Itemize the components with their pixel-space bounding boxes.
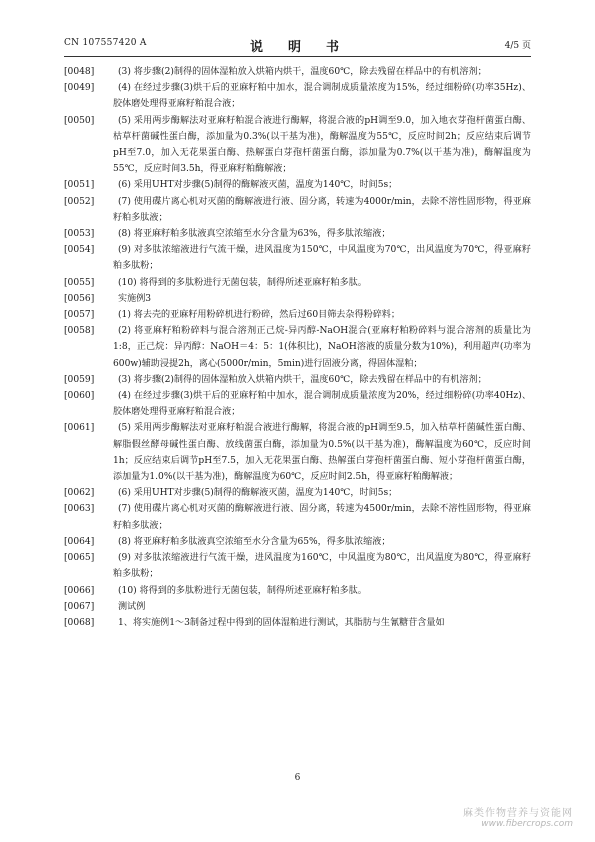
watermark-url: www.fibercrops.com: [481, 819, 573, 829]
page-count: 4/5 页: [504, 41, 531, 51]
paragraph-text: 实施例3: [118, 293, 152, 304]
paragraph-number: [0054]: [64, 245, 95, 256]
paragraph: [64, 599, 531, 615]
paragraph-text: (8) 将亚麻籽粕多肽液真空浓缩至水分含量为65%，得多肽浓缩液；: [118, 536, 391, 547]
paragraph: [64, 485, 531, 501]
paragraph-text: (7) 使用碟片离心机对灭菌的酶解液进行液、固分离，转速为4500r/min，去除不溶性固形物，得亚麻籽粕多肽液；: [113, 504, 531, 531]
paragraph-number: [0064]: [64, 536, 95, 547]
paragraph-number: [0056]: [64, 293, 95, 304]
page-number: 6: [294, 773, 301, 783]
paragraph: [64, 372, 531, 388]
paragraph: [64, 113, 531, 178]
paragraph: [64, 534, 531, 550]
paragraph: [64, 307, 531, 323]
paragraph-text: 1、将实施例1～3制备过程中得到的固体湿粕进行测试，其脂肪与生氰糖苷含量如: [118, 617, 445, 628]
paragraph-text: (3) 将步骤(2)制得的固体湿粕放入烘箱内烘干，温度60℃，除去残留在样品中的有机溶剂；: [118, 67, 487, 77]
paragraph-text: 测试例: [118, 601, 146, 612]
paragraph: [64, 177, 531, 193]
paragraph-number: [0053]: [64, 229, 95, 240]
header-divider: [64, 56, 531, 57]
paragraph-number: [0059]: [64, 374, 95, 385]
paragraph: [64, 615, 531, 631]
paragraph-text: (4) 在经过步骤(3)烘干后的亚麻籽粕中加水，混合调制成质量浓度为20%，经过细粉碎(功率40Hz)、胶体磨处理得亚麻籽粕混合液；: [113, 391, 531, 418]
paragraph: [64, 80, 531, 112]
paragraph-number: [0068]: [64, 617, 95, 628]
watermark-title: 麻类作物营养与资能网: [463, 808, 573, 819]
page-header: [64, 36, 531, 54]
paragraph: [64, 420, 531, 485]
paragraph-number: [0067]: [64, 601, 95, 612]
paragraph-text: (5) 采用两步酶解法对亚麻籽粕混合液进行酶解，将混合液的pH调至9.0，加入地衣芽孢杆菌蛋白酶、枯草杆菌碱性蛋白酶，添加量为0.3%(以干基为准)，酶解温度为55℃，反应时间2h；反应结束后调节pH至7.0，加入无花果蛋白酶、热解蛋白芽孢杆菌蛋白酶，添加量为0.7%(以干基为准)，酶解温度为55℃，反应时间3.5h，得亚麻籽粕酶解液；: [113, 115, 531, 175]
paragraph: [64, 242, 531, 274]
paragraph-number: [0058]: [64, 326, 95, 337]
paragraph-number: [0061]: [64, 423, 95, 434]
paragraph-text: (1) 将去壳的亚麻籽用粉碎机进行粉碎，然后过60目筛去杂得粉碎料；: [118, 310, 400, 321]
paragraph-number: [0066]: [64, 585, 95, 596]
paragraph: [64, 275, 531, 291]
document-body: [64, 64, 531, 631]
paragraph-text: (6) 采用UHT对步骤(5)制得的酶解液灭菌，温度为140℃，时间5s；: [118, 180, 398, 191]
paragraph-number: [0049]: [64, 83, 95, 94]
paragraph-number: [0062]: [64, 488, 95, 499]
paragraph: [64, 323, 531, 372]
paragraph-number: [0057]: [64, 310, 95, 321]
paragraph-text: (8) 将亚麻籽粕多肽液真空浓缩至水分含量为63%，得多肽浓缩液；: [118, 229, 391, 240]
paragraph-text: (10) 将得到的多肽粉进行无菌包装，制得所述亚麻籽粕多肽。: [118, 585, 367, 596]
paragraph: [64, 291, 531, 307]
paragraph: [64, 550, 531, 582]
paragraph-text: (7) 使用碟片离心机对灭菌的酶解液进行液、固分离，转速为4000r/min，去除不溶性固形物，得亚麻籽粕多肽液；: [113, 196, 531, 223]
paragraph-text: (6) 采用UHT对步骤(5)制得的酶解液灭菌，温度为140℃，时间5s；: [118, 488, 398, 499]
paragraph-text: (4) 在经过步骤(3)烘干后的亚麻籽粕中加水，混合调制成质量浓度为15%，经过细粉碎(功率35Hz)、胶体磨处理得亚麻籽粕混合液；: [113, 83, 531, 110]
paragraph: [64, 64, 531, 80]
paragraph-text: (3) 将步骤(2)制得的固体湿粕放入烘箱内烘干，温度60℃，除去残留在样品中的有机溶剂；: [118, 374, 487, 385]
paragraph: [64, 583, 531, 599]
paragraph-number: [0051]: [64, 180, 95, 191]
paragraph-number: [0063]: [64, 504, 95, 515]
paragraph-number: [0060]: [64, 391, 95, 402]
paragraph-text: (2) 将亚麻籽粕粉碎料与混合溶剂正己烷-异丙醇-NaOH混合(亚麻籽粕粉碎料与混合溶剂的质量比为1:8，正己烷：异丙醇：NaOH＝4：5：1(体积比)，NaOH溶液的质量分数为10%)，利用超声(功率为600w)辅助浸提2h，离心(5000r/min，5min)进行固液分离，得固体湿粕；: [113, 326, 531, 369]
paragraph-text: (5) 采用两步酶解法对亚麻籽粕混合液进行酶解，将混合液的pH调至9.5，加入枯草杆菌碱性蛋白酶、解脂假丝酵母碱性蛋白酶、放线菌蛋白酶，添加量为0.5%(以干基为准)，酶解温度为60℃，反应时间1h；反应结束后调节pH至7.5，加入无花果蛋白酶、热解蛋白芽孢杆菌蛋白酶、短小芽孢杆菌蛋白酶，添加量为1.0%(以干基为准)，酶解温度为60℃，反应时间2.5h，得亚麻籽粕酶解液；: [113, 423, 531, 483]
paragraph-text: (9) 对多肽浓缩液进行气流干燥，进风温度为160℃，中风温度为80℃，出风温度为80℃，得亚麻籽粕多肽粉；: [113, 553, 531, 580]
paragraph-number: [0050]: [64, 115, 95, 126]
patent-number: CN 107557420 A: [64, 38, 147, 48]
paragraph-text: (9) 对多肽浓缩液进行气流干燥，进风温度为150℃，中风温度为70℃，出风温度为70℃，得亚麻籽粕多肽粉；: [113, 245, 531, 272]
paragraph-number: [0052]: [64, 196, 95, 207]
paragraph-text: (10) 将得到的多肽粉进行无菌包装，制得所述亚麻籽粕多肽。: [118, 277, 367, 288]
paragraph: [64, 194, 531, 226]
paragraph-number: [0055]: [64, 277, 95, 288]
paragraph-number: [0065]: [64, 553, 95, 564]
paragraph: [64, 226, 531, 242]
paragraph-number: [0048]: [64, 67, 95, 77]
paragraph: [64, 388, 531, 420]
paragraph: [64, 501, 531, 533]
watermark: [463, 804, 573, 829]
document-title: 说 明 书: [249, 40, 345, 55]
